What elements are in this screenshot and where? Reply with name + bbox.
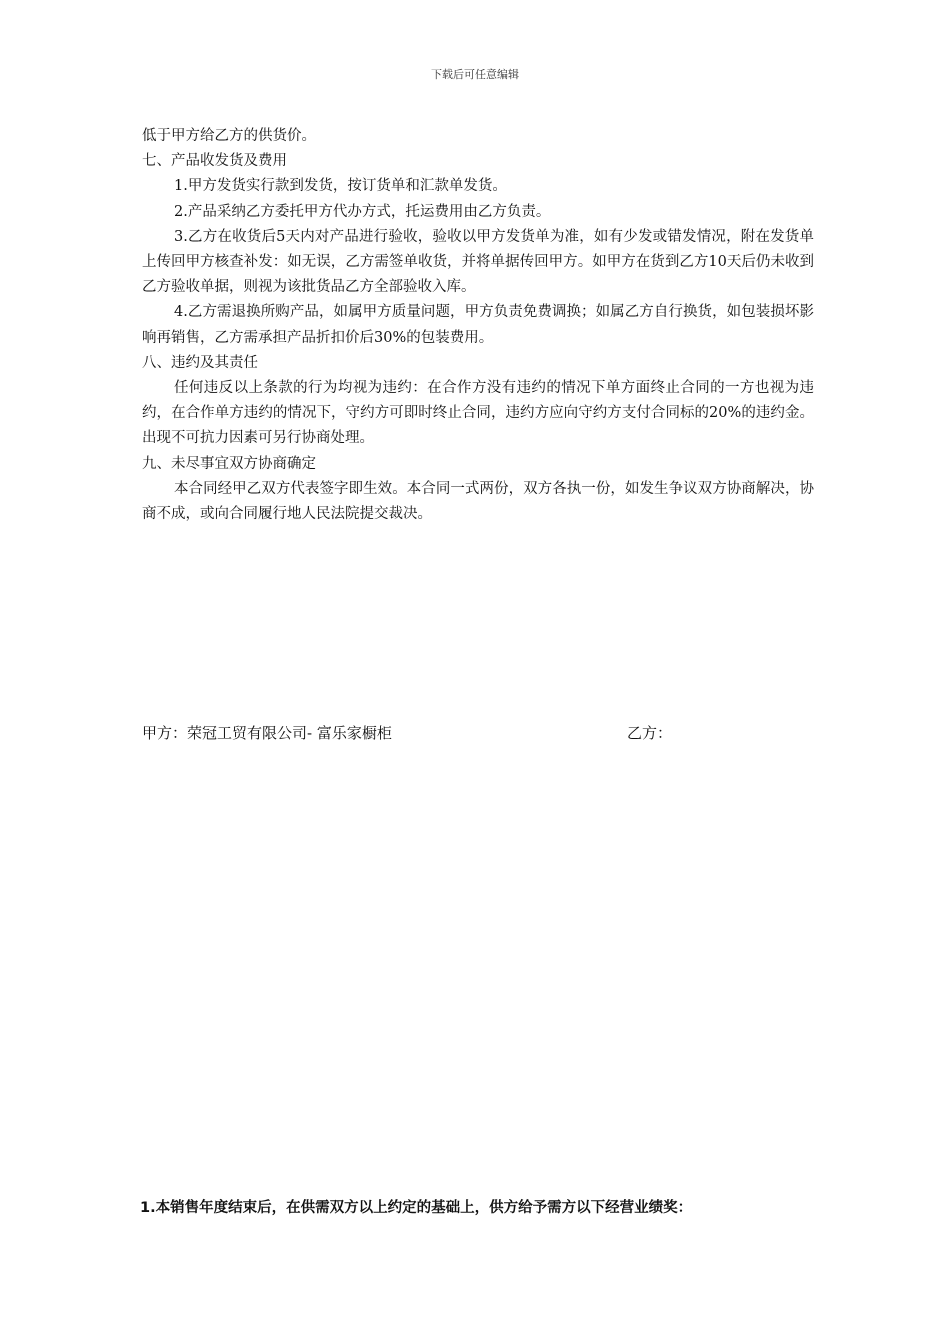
paragraph: 低于甲方给乙方的供货价。	[142, 128, 316, 144]
signature-party-b: 乙方：	[627, 724, 673, 742]
paragraph: 1.甲方发货实行款到发货，按订货单和汇款单发货。	[174, 178, 507, 195]
section-heading: 八、违约及其责任	[142, 354, 258, 371]
page-header: 下载后可任意编辑	[431, 68, 519, 81]
paragraph: 本合同经甲乙双方代表签字即生效。本合同一式两份，双方各执一份，如发生争议双方协商解决，协商不成，或向合同履行地人民法院提交裁决。	[142, 480, 814, 523]
paragraph: 4.乙方需退换所购产品，如属甲方质量问题，甲方负责免费调换；如属乙方自行换货，如包装损坏影响再销售，乙方需承担产品折扣价后30%的包装费用。	[142, 304, 814, 346]
paragraph: 2.产品采纳乙方委托甲方代办方式，托运费用由乙方负责。	[174, 203, 551, 220]
paragraph: 3.乙方在收货后5天内对产品进行验收，验收以甲方发货单为准，如有少发或错发情况，附在发货单上传回甲方核查补发：如无误，乙方需签单收货，并将单据传回甲方。如甲方在货到乙方10天后仍未收到乙方验收单据，则视为该批货品乙方全部验收入库。	[142, 228, 814, 296]
section-heading: 七、产品收发货及费用	[142, 153, 287, 170]
signature-party-a: 甲方：荣冠工贸有限公司- 富乐家橱柜	[142, 724, 392, 742]
bonus-clause: 1.本销售年度结束后，在供需双方以上约定的基础上，供方给予需方以下经营业绩奖：	[140, 1200, 693, 1216]
paragraph: 任何违反以上条款的行为均视为违约：在合作方没有违约的情况下单方面终止合同的一方也视为违约，在合作单方违约的情况下，守约方可即时终止合同，违约方应向守约方支付合同标的20%的违约金。出现不可抗力因素可另行协商处理。	[142, 380, 814, 447]
contract-body	[142, 124, 814, 527]
section-heading: 九、未尽事宜双方协商确定	[142, 455, 316, 472]
